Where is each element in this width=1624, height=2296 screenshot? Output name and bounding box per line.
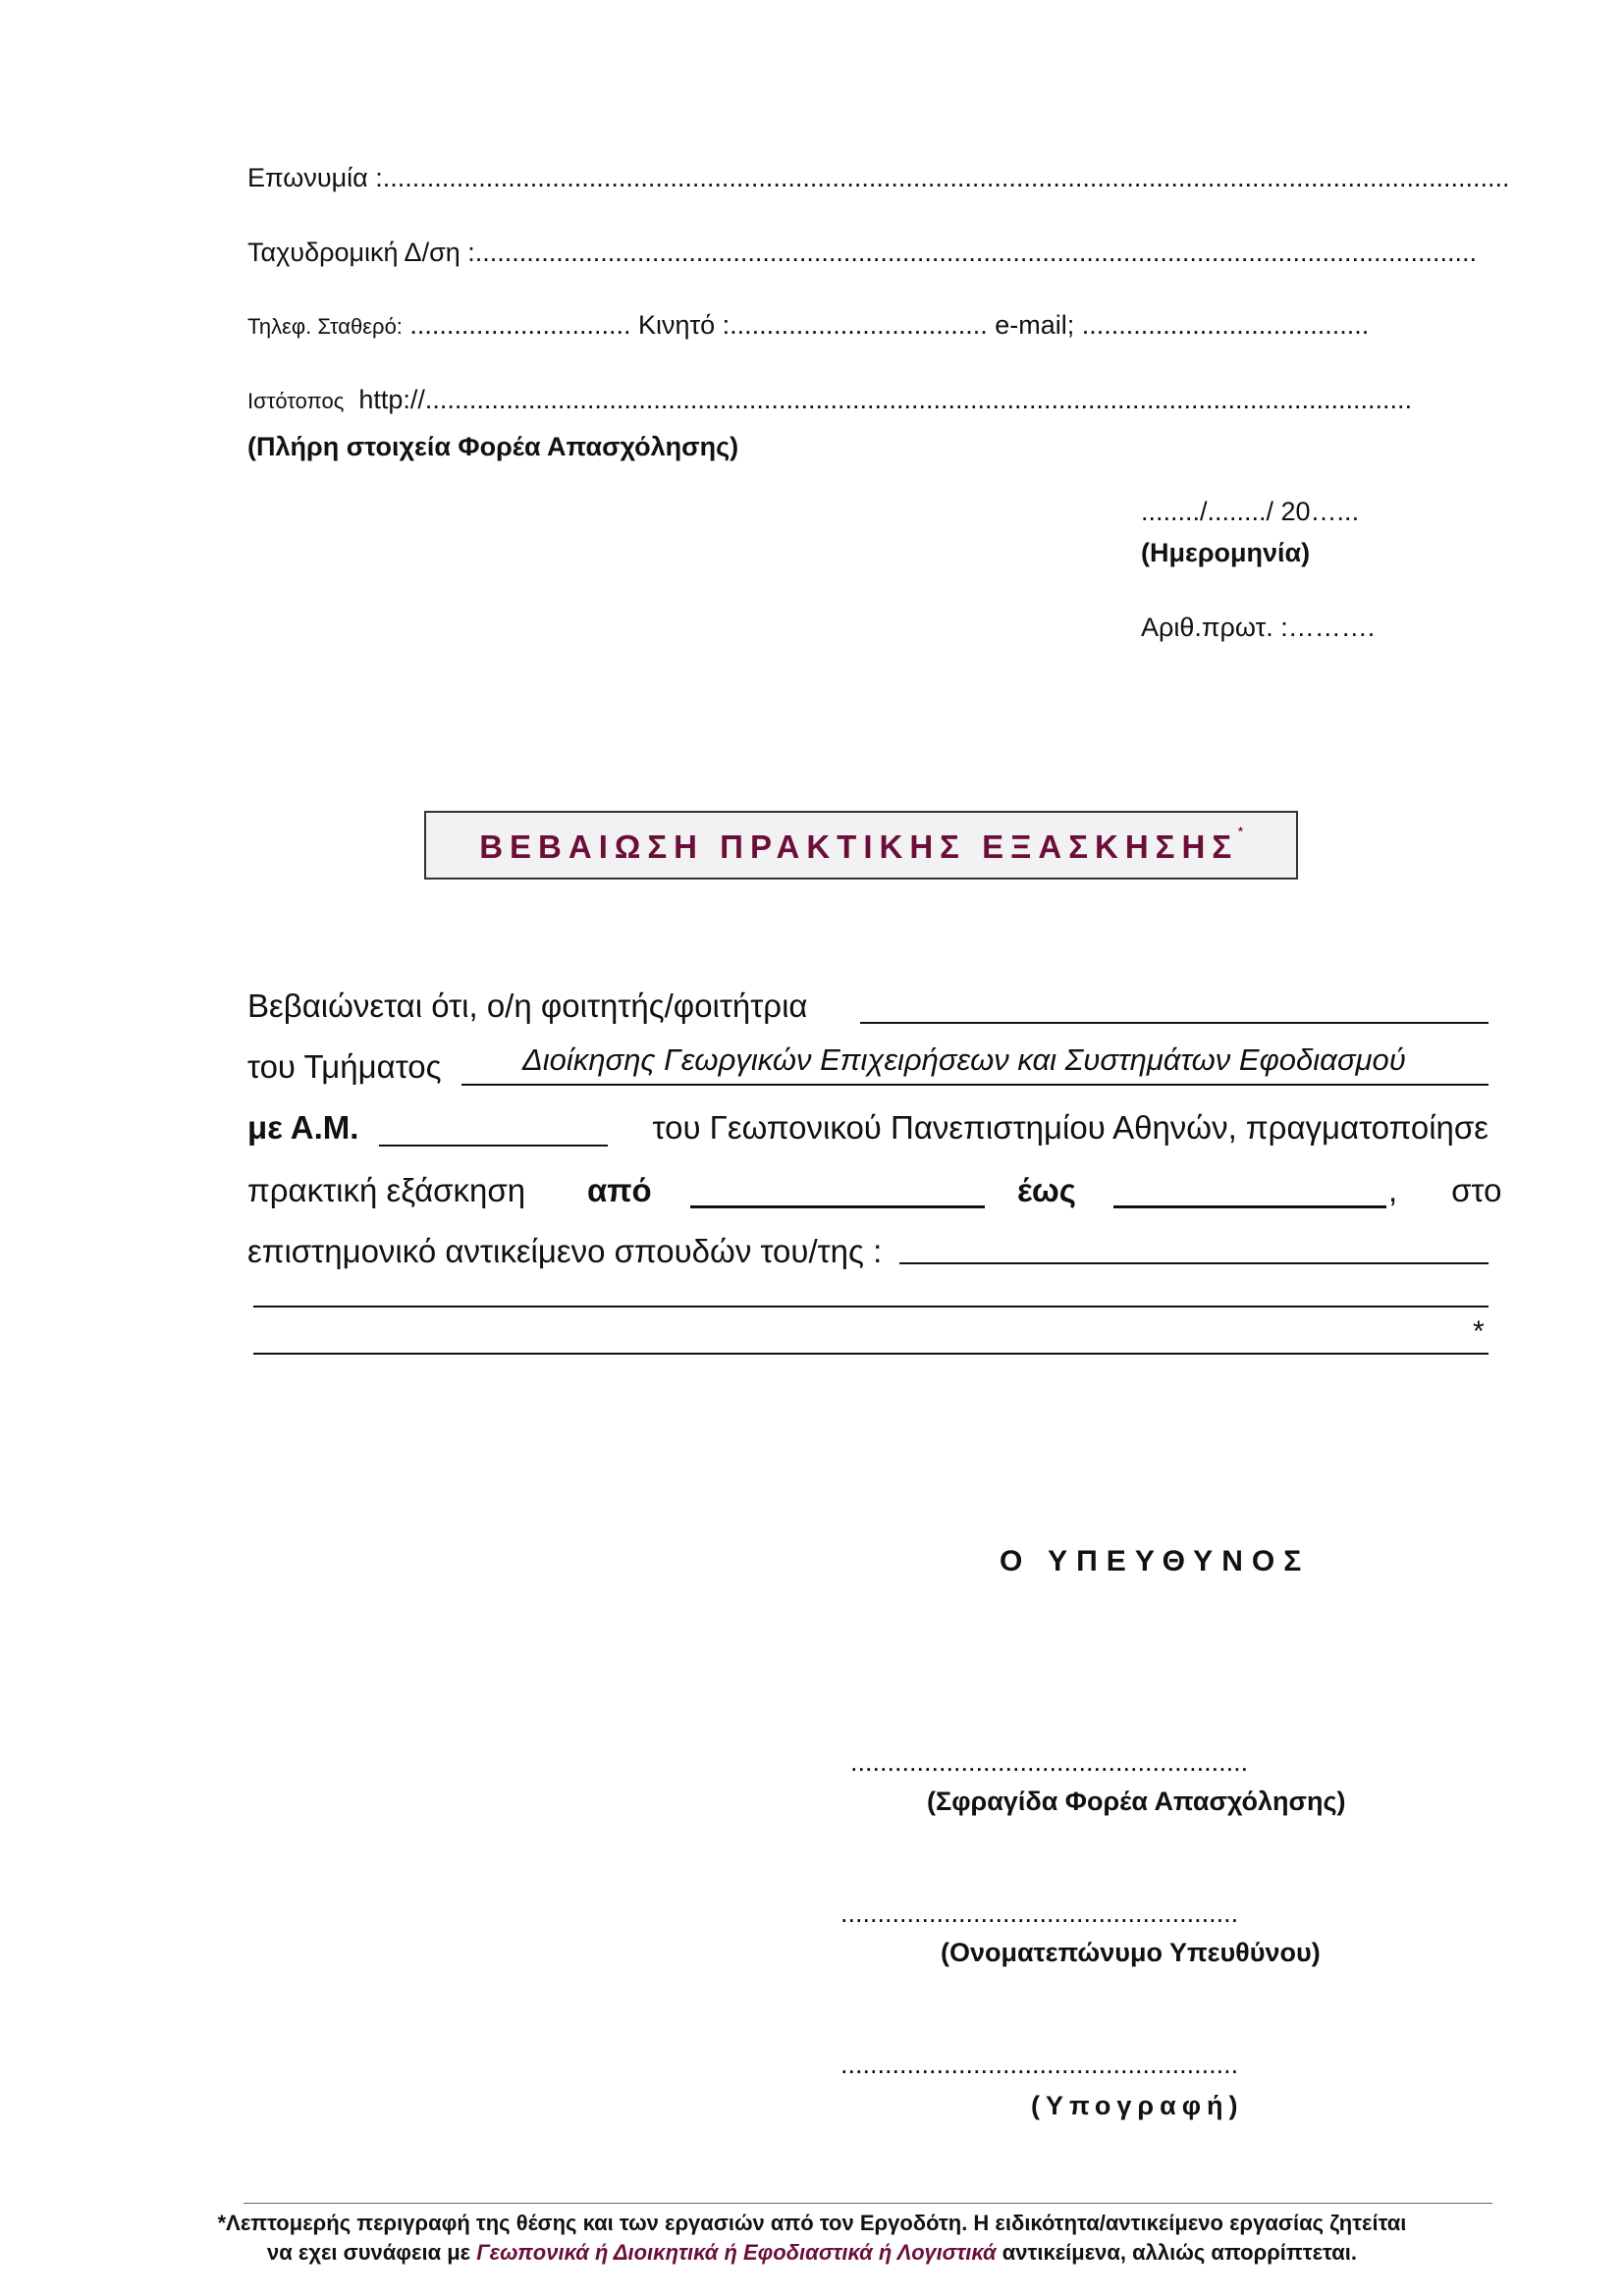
date-field: ......../......../ 20…... [1141,497,1360,526]
employer-phone-row [247,310,1369,341]
website-label: Ιστότοπος [247,389,345,413]
department-line [461,1084,1489,1086]
am-line [379,1145,608,1147]
subject-footnote-mark: * [1473,1315,1485,1348]
certificate-title-box [424,811,1298,880]
signature-dots: ...................................................... [840,2050,1239,2079]
practice-label: πρακτική εξάσκηση [247,1172,526,1208]
am-label: με Α.Μ. [247,1109,359,1146]
employer-details-note: (Πλήρη στοιχεία Φορέα Απασχόλησης) [247,432,739,461]
subject-line-3 [253,1353,1489,1355]
certificate-title: ΒΕΒΑΙΩΣΗ ΠΡΑΚΤΙΚΗΣ ΕΞΑΣΚΗΣΗΣ* [479,825,1243,865]
to-date-line [1113,1205,1386,1208]
protocol-number-field: Αριθ.πρωτ. :………. [1141,613,1376,642]
responsible-heading: Ο ΥΠΕΥΘΥΝΟΣ [1000,1545,1311,1577]
footnote-divider [244,2203,1492,2204]
subject-line-1 [899,1262,1489,1264]
subject-label: επιστημονικό αντικείμενο σπουδών του/της : [247,1233,883,1269]
phone-mobile-email-dots: .............................. Κινητό :................................... e-mail; ....................................... [402,310,1370,340]
employer-name-field: Επωνυμία :......................................................................................................................................................... [247,163,1510,192]
footnote-line-1: *Λεπτομερής περιγραφή της θέσης και των εργασιών από τον Εργοδότη. Η ειδικότητα/αντικείμενο εργασίας ζητείται [217,2211,1407,2235]
employer-website-row [247,385,1412,415]
website-value: http://...................................................................................................................................... [358,385,1413,414]
from-date-line [690,1205,985,1208]
department-label: του Τμήματος [247,1048,442,1085]
name-label: (Ονοματεπώνυμο Υπευθύνου) [941,1938,1321,1967]
phone-label: Τηλεφ. Σταθερό: [247,314,403,339]
employer-address-field: Ταχυδρομική Δ/ση :........................................................................................................................................ [247,238,1477,267]
name-dots: ...................................................... [840,1898,1239,1928]
student-name-line [860,1022,1489,1024]
from-label: από [587,1172,652,1208]
title-footnote-mark: * [1238,825,1243,838]
footnote-fields: Γεωπονικά ή Διοικητικά ή Εφοδιαστικά ή Λογιστικά [476,2240,997,2265]
sto-label: , στο [1388,1172,1502,1208]
stamp-label: (Σφραγίδα Φορέα Απασχόλησης) [927,1787,1346,1816]
stamp-dots: ...................................................... [850,1747,1249,1777]
date-label: (Ημερομηνία) [1141,538,1311,567]
student-line-label: Βεβαιώνεται ότι, ο/η φοιτητής/φοιτήτρια [247,988,808,1024]
footnote-line-2: να εχει συνάφεια με Γεωπονικά ή Διοικητικά ή Εφοδιαστικά ή Λογιστικά αντικείμενα, αλλιώς απορρίπτεται. [267,2240,1357,2265]
subject-line-2 [253,1306,1489,1308]
to-label: έως [1017,1172,1076,1208]
university-line: του Γεωπονικού Πανεπιστημίου Αθηνών, πραγματοποίησε [652,1109,1489,1146]
signature-label: (Υπογραφή) [1031,2091,1244,2120]
department-name: Διοίκησης Γεωργικών Επιχειρήσεων και Συστημάτων Εφοδιασμού [522,1042,1406,1077]
